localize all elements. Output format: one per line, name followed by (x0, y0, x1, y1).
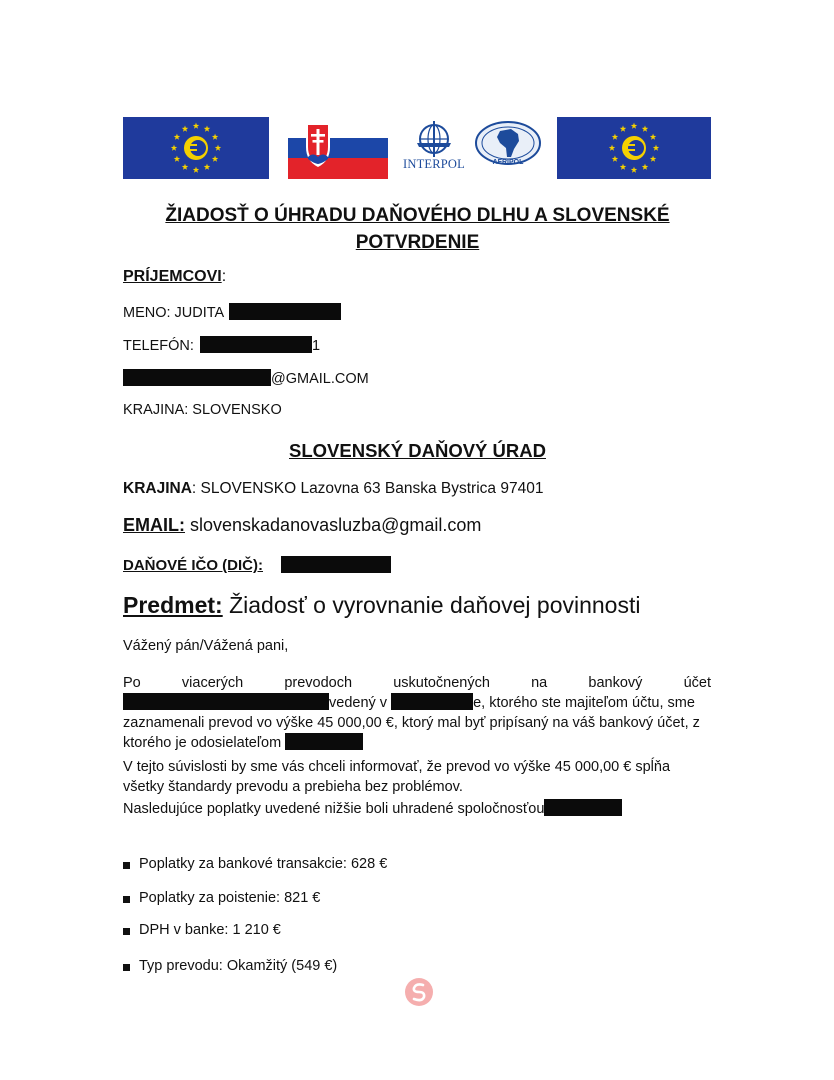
recipient-heading-label: PRÍJEMCOVI (123, 268, 222, 285)
office-tax-id-label: DAŇOVÉ IČO (DIČ): (123, 557, 263, 574)
redaction-bar (123, 369, 271, 386)
subject-text: Žiadosť o vyrovnanie daňovej povinnosti (222, 592, 641, 618)
body-line-1: Po viacerých prevodoch uskutočnených na bankový účet (123, 675, 711, 691)
recipient-name-label: MENO: JUDITA (123, 305, 224, 321)
office-email-value: slovenskadanovasluzba@gmail.com (185, 515, 482, 535)
subject-line (123, 592, 640, 619)
bullet-square-icon (123, 896, 130, 903)
greeting: Vážený pán/Vážená pani, (123, 638, 289, 654)
recipient-phone-label: TELEFÓN: (123, 338, 194, 354)
body-line-6: všetky štandardy prevodu a prebieha bez problémov. (123, 779, 463, 795)
bullet-square-icon (123, 862, 130, 869)
office-tax-id-line (123, 556, 391, 574)
redaction-bar (200, 336, 312, 353)
body-line-5: V tejto súvislosti by sme vás chceli informovať, že prevod vo výške 45 000,00 € spĺňa (123, 759, 671, 775)
recipient-heading-colon: : (221, 268, 227, 285)
recipient-email-line (123, 369, 369, 387)
recipient-phone-line (123, 336, 320, 354)
watermark-logo-icon (404, 977, 434, 1007)
list-item (123, 958, 337, 974)
bullet-square-icon (123, 964, 130, 971)
slovak-flag-icon (288, 117, 388, 179)
recipient-country: KRAJINA: SLOVENSKO (123, 402, 282, 418)
redaction-bar (544, 799, 622, 816)
body-line-2 (123, 693, 711, 713)
office-country-line (123, 480, 543, 498)
recipient-heading (123, 268, 226, 286)
redaction-bar (229, 303, 341, 320)
eu-euro-flag-icon (123, 117, 269, 179)
fee-item: DPH v banke: 1 210 € (139, 922, 281, 938)
recipient-phone-suffix: 1 (311, 338, 321, 354)
recipient-email-suffix: @GMAIL.COM (271, 371, 369, 387)
office-country-label: KRAJINA (123, 480, 192, 497)
list-item (123, 856, 387, 872)
bullet-square-icon (123, 928, 130, 935)
body-line-7 (123, 799, 711, 819)
office-country-value: : SLOVENSKO Lazovna 63 Banska Bystrica 97401 (191, 480, 544, 497)
body-line-2-mid: vedený v (329, 695, 388, 711)
office-email-line (123, 515, 481, 536)
fee-item: Poplatky za bankové transakcie: 628 € (139, 856, 388, 872)
redaction-bar (285, 733, 363, 750)
document-title: ŽIADOSŤ O ÚHRADU DAŇOVÉHO DLHU A SLOVENSKÉ POTVRDENIE (165, 205, 670, 253)
afripol-logo (473, 119, 543, 177)
fee-item: Poplatky za poistenie: 821 € (139, 890, 321, 906)
list-item (123, 890, 320, 906)
afripol-label: AFRIPOL (492, 159, 524, 166)
redaction-bar (391, 693, 473, 710)
fee-item: Typ prevodu: Okamžitý (549 €) (139, 958, 338, 974)
office-email-label: EMAIL: (123, 515, 185, 535)
interpol-logo (395, 117, 473, 179)
interpol-label: INTERPOL (402, 157, 465, 171)
body-line-7-text: Nasledujúce poplatky uvedené nižšie boli uhradené spoločnosťou (123, 801, 545, 817)
redaction-bar (123, 693, 329, 710)
office-heading: SLOVENSKÝ DAŇOVÝ ÚRAD (289, 440, 546, 461)
redaction-bar (281, 556, 391, 573)
body-line-4-text: ktorého je odosielateľom (123, 735, 282, 751)
interpol-emblem-icon (395, 117, 473, 161)
body-line-4 (123, 733, 711, 753)
subject-label: Predmet: (123, 592, 223, 618)
list-item (123, 922, 281, 938)
logo-row (123, 117, 711, 179)
recipient-name-line (123, 303, 341, 321)
body-line-2-end: e, ktorého ste majiteľom účtu, sme (473, 695, 695, 711)
body-line-3: zaznamenali prevod vo výške 45 000,00 €, ktorý mal byť pripísaný na váš bankový účet, z (123, 715, 700, 731)
eu-euro-flag-icon (557, 117, 711, 179)
